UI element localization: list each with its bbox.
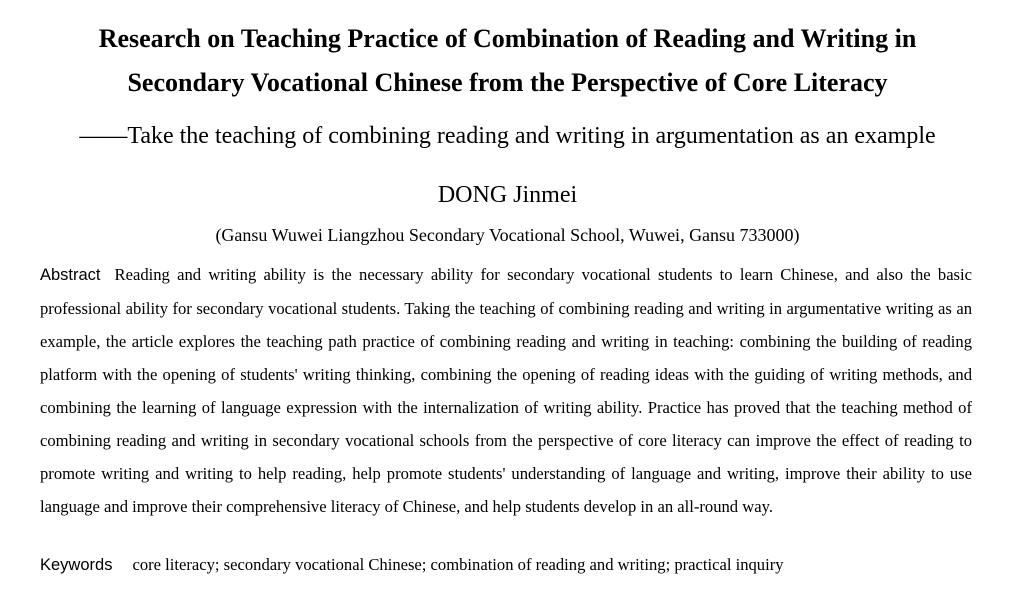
keywords-text: core literacy; secondary vocational Chinese; combination of reading and writing; practical inquiry bbox=[132, 555, 784, 574]
author-name: DONG Jinmei bbox=[437, 182, 578, 208]
abstract-paragraph bbox=[40, 258, 972, 523]
keywords-label: Keywords bbox=[40, 556, 113, 574]
paper-title-line-2: Secondary Vocational Chinese from the Perspective of Core Literacy bbox=[127, 68, 888, 97]
abstract-label: Abstract bbox=[40, 266, 101, 284]
paper-title-line-1: Research on Teaching Practice of Combination of Reading and Writing in bbox=[98, 24, 917, 53]
keywords-paragraph bbox=[40, 548, 972, 582]
paper-subtitle: ——Take the teaching of combining reading and writing in argumentation as an example bbox=[79, 123, 936, 149]
author-affiliation: (Gansu Wuwei Liangzhou Secondary Vocational School, Wuwei, Gansu 733000) bbox=[215, 225, 800, 245]
abstract-text: Reading and writing ability is the necessary ability for secondary vocational students to learn Chinese, and also the basic professional ability for secondary vocational students. Taking the teaching of combining reading and writing in argumentative writing as an example, the article explores the teaching path practice of combining reading and writing in teaching: combining the building of reading platform with the opening of students' writing thinking, combining the opening of reading ideas with the guiding of writing methods, and combining the learning of language expression with the internalization of writing ability. Practice has proved that the teaching method of combining reading and writing in secondary vocational schools from the perspective of core literacy can improve the effect of reading to promote writing and writing to help reading, help promote students' understanding of language and writing, improve their ability to use language and improve their comprehensive literacy of Chinese, and help students develop in an all-round way. bbox=[40, 265, 972, 516]
